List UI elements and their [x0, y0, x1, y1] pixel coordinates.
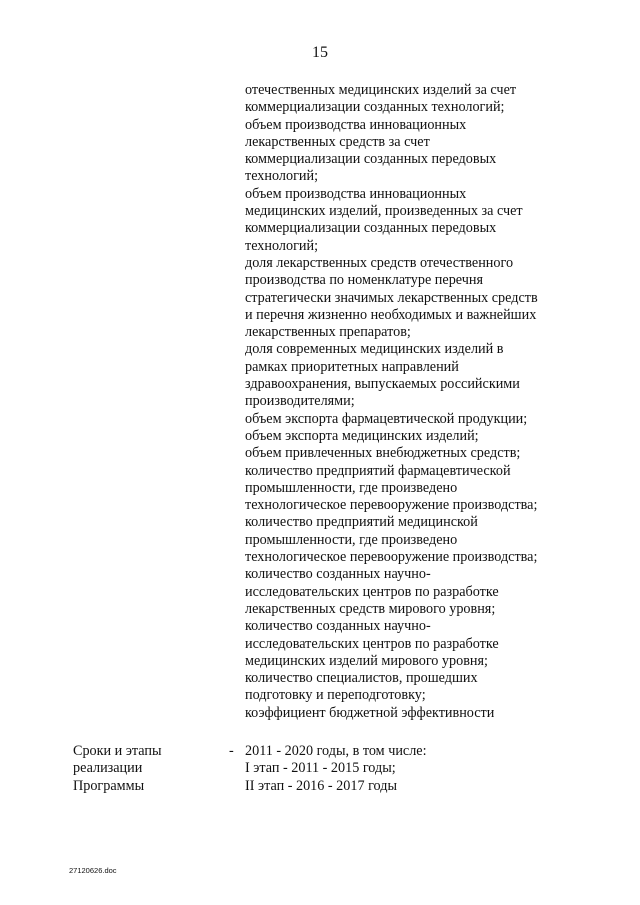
- indicators-list: [245, 82, 575, 722]
- indicator-line: и перечня жизненно необходимых и важнейших: [245, 306, 537, 323]
- indicator-line: промышленности, где произведено: [245, 479, 458, 496]
- indicator-line: стратегически значимых лекарственных средств: [245, 289, 538, 306]
- indicator-line: медицинских изделий мирового уровня;: [245, 652, 488, 669]
- indicator-line: лекарственных препаратов;: [245, 324, 411, 341]
- indicator-line: коммерциализации созданных передовых: [245, 220, 497, 237]
- page-number: 15: [312, 44, 328, 61]
- timeline-dash: -: [229, 743, 234, 759]
- indicator-line: отечественных медицинских изделий за счет: [245, 82, 517, 98]
- indicator-line: коэффициент бюджетной эффективности: [245, 704, 495, 721]
- indicator-line: количество предприятий фармацевтической: [245, 462, 511, 479]
- indicator-line: исследовательских центров по разработке: [245, 635, 499, 652]
- indicator-line: объем привлеченных внебюджетных средств;: [245, 445, 521, 462]
- indicator-line: количество специалистов, прошедших: [245, 670, 478, 687]
- indicator-line: промышленности, где произведено: [245, 531, 458, 548]
- indicator-line: технологий;: [245, 237, 319, 254]
- indicator-line: технологическое перевооружение производства;: [245, 549, 538, 566]
- timeline-label-line: Сроки и этапы: [73, 743, 162, 759]
- indicator-line: коммерциализации созданных технологий;: [245, 99, 505, 116]
- indicator-line: количество созданных научно-: [245, 618, 431, 635]
- indicator-line: объем производства инновационных: [245, 185, 467, 202]
- indicator-line: технологий;: [245, 168, 319, 185]
- timeline-value-line: II этап - 2016 - 2017 годы: [245, 777, 397, 794]
- indicator-line: объем экспорта медицинских изделий;: [245, 427, 479, 444]
- indicator-line: производителями;: [245, 393, 355, 410]
- indicator-line: производства по номенклатуре перечня: [245, 272, 483, 289]
- indicator-line: доля лекарственных средств отечественного: [245, 254, 514, 271]
- indicator-line: исследовательских центров по разработке: [245, 583, 499, 600]
- indicator-line: здравоохранения, выпускаемых российскими: [245, 376, 520, 393]
- indicator-line: доля современных медицинских изделий в: [245, 341, 504, 358]
- indicator-line: количество созданных научно-: [245, 566, 431, 583]
- timeline-label-line: реализации: [73, 760, 143, 777]
- indicator-line: подготовку и переподготовку;: [245, 687, 426, 704]
- timeline-label: [73, 743, 213, 795]
- indicator-line: лекарственных средств за счет: [245, 133, 430, 150]
- indicator-line: лекарственных средств мирового уровня;: [245, 600, 496, 617]
- timeline-label-line: Программы: [73, 777, 145, 794]
- indicator-line: объем производства инновационных: [245, 116, 467, 133]
- indicator-line: объем экспорта фармацевтической продукции;: [245, 410, 528, 427]
- indicator-line: технологическое перевооружение производства;: [245, 497, 538, 514]
- indicator-line: медицинских изделий, произведенных за счет: [245, 203, 523, 220]
- timeline-values: [245, 743, 575, 795]
- indicator-line: количество предприятий медицинской: [245, 514, 478, 531]
- timeline-value-line: I этап - 2011 - 2015 годы;: [245, 760, 396, 777]
- timeline-value-line: 2011 - 2020 годы, в том числе:: [245, 743, 427, 759]
- indicator-line: коммерциализации созданных передовых: [245, 151, 497, 168]
- indicator-line: рамках приоритетных направлений: [245, 358, 459, 375]
- document-footer: 27120626.doc: [69, 866, 117, 875]
